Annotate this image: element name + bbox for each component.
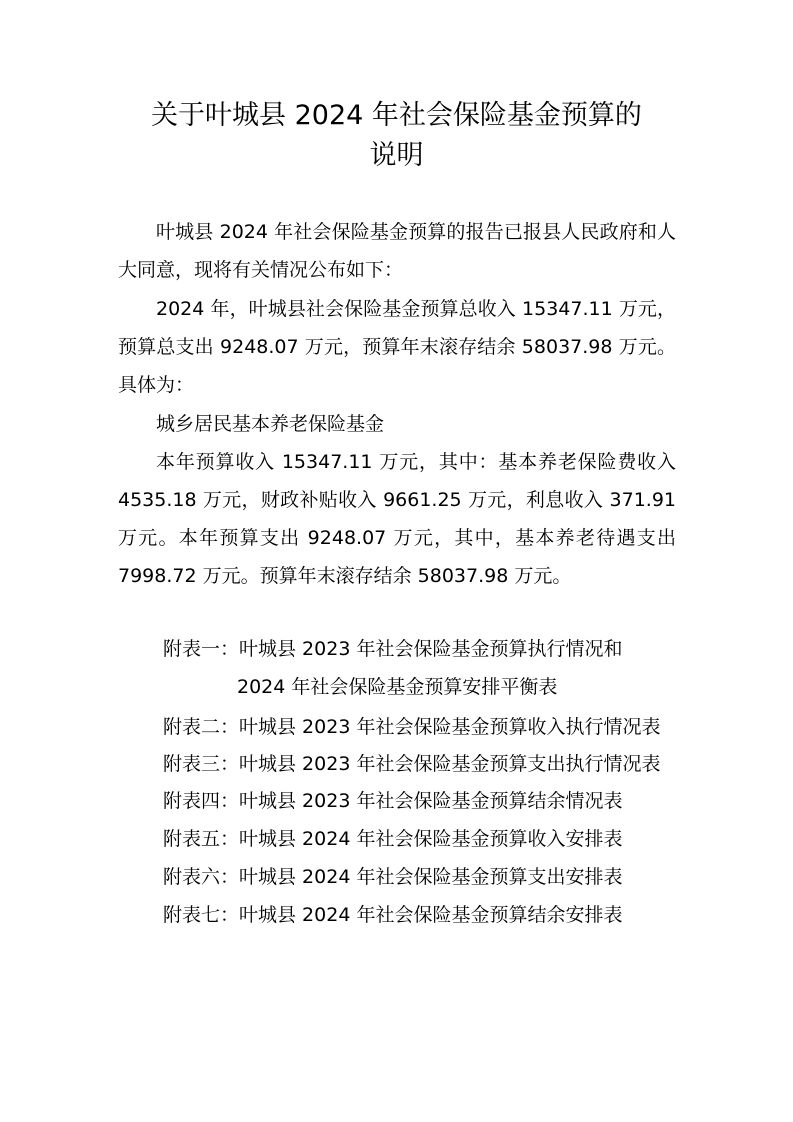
appendix-text: 叶城县 2024 年社会保险基金预算收入安排表 [239,828,623,850]
appendix-label: 附表六： [163,866,240,888]
appendix-text: 叶城县 2023 年社会保险基金预算执行情况和 [239,638,623,660]
summary-paragraph: 2024 年，叶城县社会保险基金预算总收入 15347.11 万元，预算总支出 9248.07 万元，预算年末滚存结余 58037.98 万元。具体为： [118,298,676,396]
appendix-text: 叶城县 2024 年社会保险基金预算结余安排表 [239,904,623,926]
appendix-label: 附表七： [163,904,240,926]
appendix-item-1 [163,630,683,668]
document-title-line-1: 关于叶城县 2024 年社会保险基金预算的 [151,100,642,131]
intro-paragraph: 叶城县 2024 年社会保险基金预算的报告已报县人民政府和人大同意，现将有关情况公布如下： [118,221,676,281]
appendix-text: 叶城县 2023 年社会保险基金预算结余情况表 [239,790,623,812]
fund-name-heading: 城乡居民基本养老保险基金 [156,413,385,435]
document-title-line-2: 说明 [369,140,424,171]
appendix-label: 附表三： [163,753,240,775]
appendix-item-6 [163,858,683,896]
fund-detail-paragraph: 本年预算收入 15347.11 万元，其中：基本养老保险费收入 4535.18 万元，财政补贴收入 9661.25 万元，利息收入 371.91 万元。本年预算支出 9248.07 万元，其中，基本养老待遇支出7998.72 万元。预算年末滚存结余 58037.98 万元。 [118,451,676,587]
appendix-item-7 [163,896,683,934]
appendix-label: 附表四： [163,790,240,812]
appendix-item-1-continuation: 2024 年社会保险基金预算安排平衡表 [237,676,558,698]
appendix-item-3 [163,745,683,783]
appendix-text: 叶城县 2023 年社会保险基金预算收入执行情况表 [239,716,661,738]
appendix-item-2 [163,708,683,746]
appendix-label: 附表一： [163,638,240,660]
appendix-label: 附表二： [163,716,240,738]
appendix-text: 叶城县 2024 年社会保险基金预算支出安排表 [239,866,623,888]
appendix-item-4 [163,782,683,820]
appendix-label: 附表五： [163,828,240,850]
appendix-item-5 [163,820,683,858]
appendix-text: 叶城县 2023 年社会保险基金预算支出执行情况表 [239,753,661,775]
